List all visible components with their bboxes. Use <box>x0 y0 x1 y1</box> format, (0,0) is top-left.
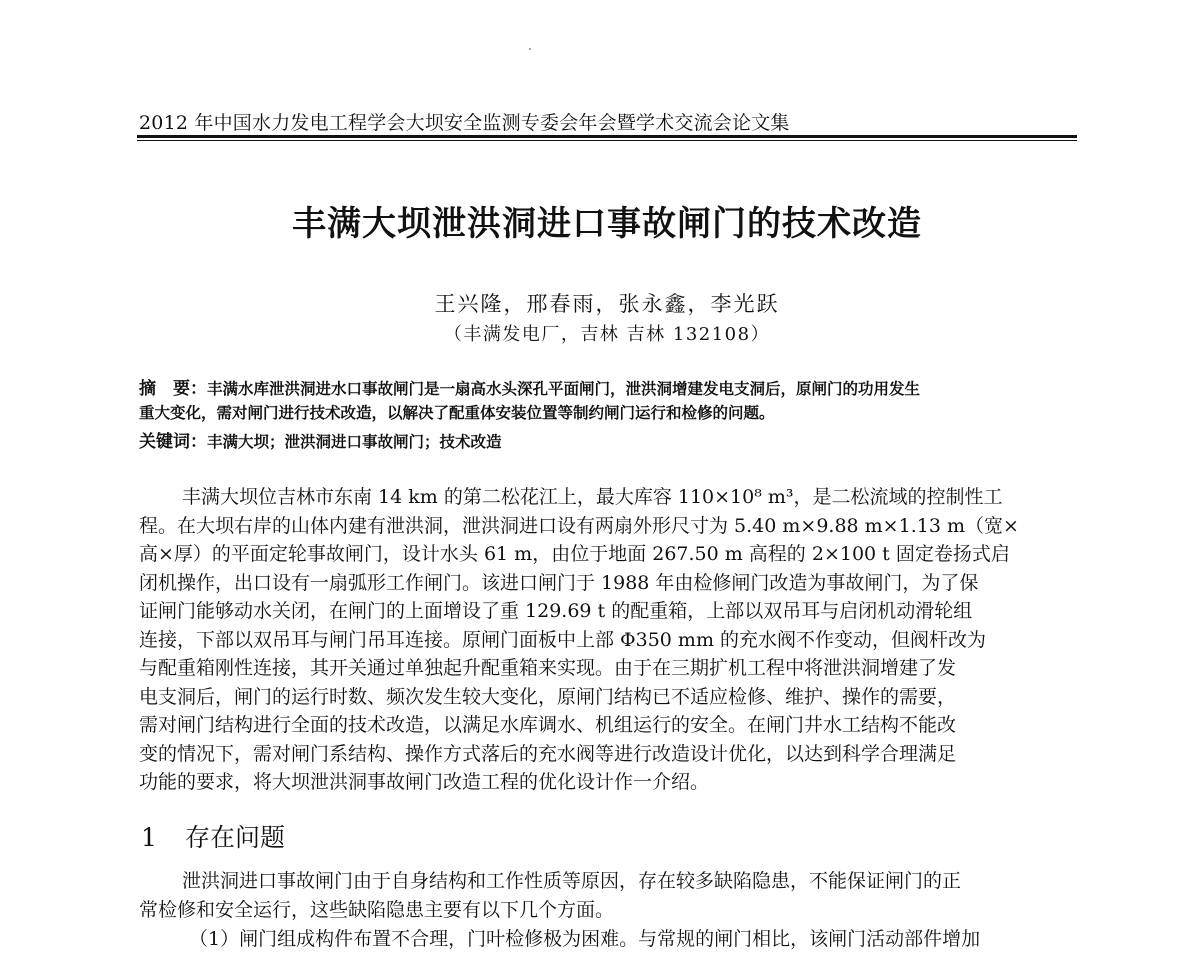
abstract-line <box>139 377 1079 401</box>
text-line: 丰满大坝位吉林市东南 14 km 的第二松花江上，最大库容 110×10⁸ m³，是二松流域的控制性工 <box>182 486 1003 508</box>
header-rule-thick <box>137 135 1077 138</box>
text-line: 变的情况下，需对闸门系结构、操作方式落后的充水阀等进行改造设计优化，以达到科学合理满足 <box>139 742 957 765</box>
abstract <box>139 377 1079 425</box>
section-heading <box>141 818 285 854</box>
text-line: （1）闸门组成构件布置不合理，门叶检修极为困难。与常规的闸门相比，该闸门活动部件增加 <box>189 928 981 950</box>
text-line: 电支洞后，闸门的运行时数、频次发生较大变化，原闸门结构已不适应检修、维护、操作的需要， <box>139 685 957 708</box>
affiliation: （丰满发电厂，吉林 吉林 132108） <box>443 324 771 345</box>
text-line: 泄洪洞进口事故闸门由于自身结构和工作性质等原因，存在较多缺陷隐患，不能保证闸门的正 <box>182 870 962 892</box>
section-number: 1 <box>141 823 157 852</box>
text-line: 常检修和安全运行，这些缺陷隐患主要有以下几个方面。 <box>139 898 615 921</box>
keywords <box>139 430 1079 454</box>
abstract-line: 重大变化，需对闸门进行技术改造，以解决了配重体安装位置等制约闸门运行和检修的问题。 <box>139 404 775 422</box>
running-header: 2012 年中国水力发电工程学会大坝安全监测专委会年会暨学术交流会论文集 <box>139 112 790 134</box>
keywords-label: 关键词： <box>139 432 207 452</box>
text-line: 需对闸门结构进行全面的技术改造，以满足水库调水、机组运行的安全。在闸门井水工结构不能改 <box>139 714 957 736</box>
section-title: 存在问题 <box>185 823 286 852</box>
text-line: 与配重箱刚性连接，其开关通过单独起升配重箱来实现。由于在三期扩机工程中将泄洪洞增建了发 <box>139 657 957 679</box>
paper-title: 丰满大坝泄洪洞进口事故闸门的技术改造 <box>292 204 922 244</box>
keywords-text: 丰满大坝；泄洪洞进口事故闸门；技术改造 <box>207 433 502 451</box>
abstract-label: 摘 要： <box>139 379 207 399</box>
text-line: 功能的要求，将大坝泄洪洞事故闸门改造工程的优化设计作一介绍。 <box>139 771 710 793</box>
text-line: 程。在大坝右岸的山体内建有泄洪洞，泄洪洞进口设有两扇外形尺寸为 5.40 m×9.88 m×1.13 m（宽× <box>139 514 1019 537</box>
text-line: 闭机操作，出口设有一扇弧形工作闸门。该进口闸门于 1988 年由检修闸门改造为事故闸门，为了保 <box>139 571 979 594</box>
text-line: 证闸门能够动水关闭，在闸门的上面增设了重 129.69 t 的配重箱，上部以双吊耳与启闭机动滑轮组 <box>139 600 973 622</box>
author-list: 王兴隆，邢春雨，张永鑫，李光跃 <box>434 292 780 316</box>
text-line: 高×厚）的平面定轮事故闸门，设计水头 61 m，由位于地面 267.50 m 高程的 2×100 t 固定卷扬式启 <box>139 543 1010 565</box>
text-line: 连接，下部以双吊耳与闸门吊耳连接。原闸门面板中上部 Φ350 mm 的充水阀不作变动，但阀杆改为 <box>139 628 986 651</box>
body-paragraph <box>139 867 1084 924</box>
header-rule-thin <box>137 140 1077 141</box>
body-paragraph <box>139 925 1084 954</box>
abstract-text: 丰满水库泄洪洞进水口事故闸门是一扇高水头深孔平面闸门，泄洪洞增建发电支洞后，原闸门的功用发生 <box>207 380 921 398</box>
scan-speck <box>529 48 531 50</box>
body-paragraph-intro <box>139 483 1084 797</box>
